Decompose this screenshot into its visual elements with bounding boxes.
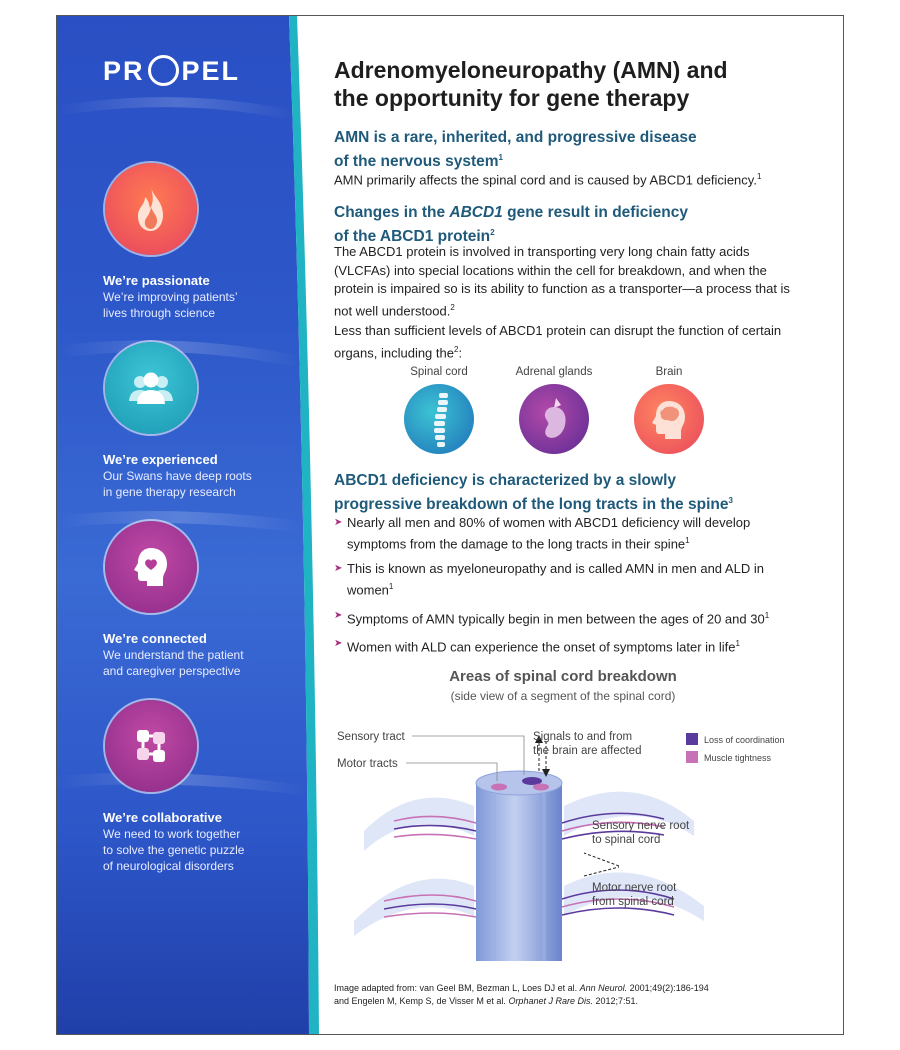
spine-icon xyxy=(404,384,474,454)
sidebar xyxy=(57,16,357,1034)
value-title: We’re passionate xyxy=(103,273,210,288)
page-title: Adrenomyeloneuropathy (AMN) and the opportunity for gene therapy xyxy=(334,57,728,111)
label-signals-line1: Signals to and from xyxy=(533,731,633,743)
sensory-root-arrow xyxy=(584,853,619,866)
value-collaborative xyxy=(103,700,293,874)
head-heart-icon xyxy=(105,521,197,613)
value-desc: We understand the patient and caregiver perspective xyxy=(103,648,244,678)
cord-stripe-right xyxy=(542,793,546,961)
section2-para2: Less than sufficient levels of ABCD1 protein can disrupt the function of certain organs, including the$^2$: xyxy=(334,323,782,360)
logo-text-left: PR xyxy=(103,56,145,86)
people-icon xyxy=(105,342,197,434)
value-title: We’re experienced xyxy=(103,452,218,467)
logo-ring-icon xyxy=(148,55,179,86)
legend-swatch-tight xyxy=(686,751,698,763)
legend-label-tight: Muscle tightness xyxy=(704,753,772,763)
list-item: ➤ Symptoms of AMN typically begin in men between the ages of 20 and $30^1$ xyxy=(334,607,804,628)
motor-tract-marker-right xyxy=(533,784,549,791)
section2-heading: Changes in the ABCD1 gene result in deficiency of the ABCD1 protein$^2$ xyxy=(334,204,689,246)
spinal-cord-top xyxy=(476,771,562,795)
hands-icon xyxy=(105,700,197,792)
propel-logo xyxy=(103,56,240,87)
organ-icons xyxy=(394,366,714,466)
arrow-bullet-icon: ➤ xyxy=(334,609,343,621)
label-motor-root-line2: from spinal cord xyxy=(592,896,674,908)
value-title: We’re connected xyxy=(103,631,207,646)
arrow-bullet-icon: ➤ xyxy=(334,637,343,649)
legend-label-loss: Loss of coordination xyxy=(704,735,785,745)
organ-adrenal-glands: Adrenal glands xyxy=(509,366,599,454)
list-item: ➤ Women with ALD can experience the onset of symptoms later in life$^1$ xyxy=(334,635,804,656)
bullet-list xyxy=(334,514,804,663)
brain-icon xyxy=(634,384,704,454)
label-motor-root-line1: Motor nerve root xyxy=(592,882,677,894)
cord-stripe-left xyxy=(492,793,496,961)
spinal-cord-diagram xyxy=(334,711,824,961)
diagram-title: Areas of spinal cord breakdown xyxy=(449,668,677,685)
list-item: ➤ This is known as myeloneuropathy and is called AMN in men and ALD in women$^1$ xyxy=(334,561,764,598)
nerve-root-upper-left xyxy=(364,798,474,851)
spinal-cord-body xyxy=(476,783,562,961)
leader-line-sensory-tract xyxy=(412,736,524,775)
section1-body: AMN primarily affects the spinal cord and is caused by ABCD1 deficiency.$^1$ xyxy=(334,172,762,188)
value-desc: Our Swans have deep roots in gene therapy research xyxy=(103,469,252,499)
logo-text-right: PEL xyxy=(181,56,241,86)
page xyxy=(56,15,844,1035)
label-sensory-tract: Sensory tract xyxy=(337,731,405,743)
arrow-bullet-icon: ➤ xyxy=(334,517,343,528)
motor-tract-marker-left xyxy=(491,784,507,791)
references: Image adapted from: van Geel BM, Bezman L, Loes DJ et al. Ann Neurol. 2001;49(2):186-194 and Engelen M, Kemp S, de Visser M et al. Orphanet J Rare Dis. 2012;7:51. xyxy=(334,983,709,1006)
section2-para1: The ABCD1 protein is involved in transporting very long chain fatty acids (VLCFAs) into special locations within the cell for breakdown, and when the protein is impaired so is its ability to function as a transporter—a process that is not well understood.$^2$ xyxy=(334,244,790,318)
section1-heading: AMN is a rare, inherited, and progressive disease of the nervous system$^1$ xyxy=(334,129,697,171)
label-motor-tracts: Motor tracts xyxy=(337,758,398,770)
label-sensory-root-line1: Sensory nerve root xyxy=(592,820,690,832)
diagram-subtitle: (side view of a segment of the spinal cord) xyxy=(450,689,676,703)
nerve-root-lower-left xyxy=(354,879,474,936)
value-experienced xyxy=(103,342,293,500)
organ-spinal-cord: Spinal cord xyxy=(394,366,484,454)
organ-brain: Brain xyxy=(624,366,714,454)
value-title: We’re collaborative xyxy=(103,810,222,825)
list-item: ➤ Nearly all men and 80% of women with ABCD1 deficiency will develop symptoms from the damage to the long tracts in their spine$^1$ xyxy=(334,515,751,552)
section3-heading: ABCD1 deficiency is characterized by a slowly progressive breakdown of the long tracts in the spine$^3$ xyxy=(334,472,733,514)
value-desc: We’re improving patients’ lives through science xyxy=(103,290,238,320)
label-signals-line2: the brain are affected xyxy=(533,745,642,757)
value-passionate xyxy=(103,163,293,321)
legend-swatch-loss xyxy=(686,733,698,745)
flame-icon xyxy=(105,163,197,255)
value-connected xyxy=(103,521,293,679)
label-sensory-root-line2: to spinal cord xyxy=(592,834,661,846)
arrow-bullet-icon: ➤ xyxy=(334,563,343,575)
value-desc: We need to work together to solve the genetic puzzle of neurological disorders xyxy=(103,827,245,873)
kidney-icon xyxy=(519,384,589,454)
